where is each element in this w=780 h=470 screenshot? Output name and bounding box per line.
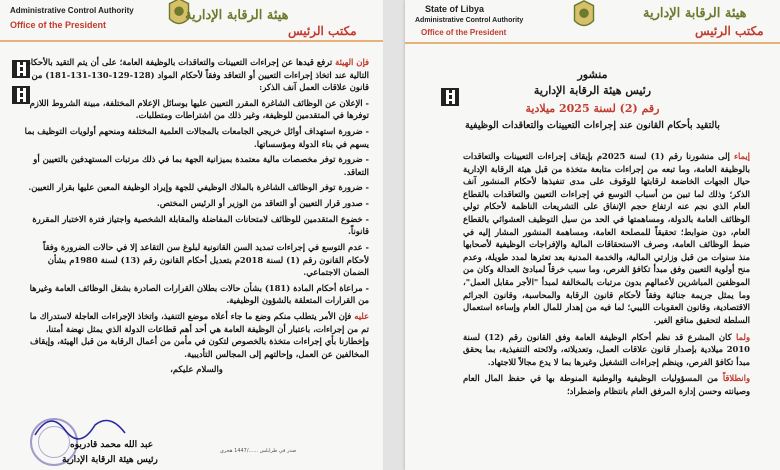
- list-item: - الإعلان عن الوظائف الشاغرة المقرر التعيين عليها بوسائل الإعلام المختلفة، مبينة الشروط اللازم توفرها في المتقدمين للوظيفة، وغير ذلك من اشتراطات ومتطلبات.: [29, 97, 369, 121]
- org-name-en: Administrative Control Authority: [10, 6, 134, 15]
- paragraph: إيماء إلى منشورنا رقم (1) لسنة 2025م بإيقاف إجراءات التعيينات والتعاقدات بالوظيفة العامة، وما تبعه من إجراءات متابعة متخذة من قبل هيئة الرقابة الإدارية حيال الجهات الخاضعة لرقابتها للوقوف على مدى تنفيذها لأحكام المنشور آنف الذكر؛ وذلك لما تبين من أسباب التوسع في إجراءات التعيين والتعاقدات بالقطاع العام الذي نجم عنه ارتفاع حجم الإنفاق على التشريعات الناظمة لأحكام تولي الوظائف العامة بالدولة، ومساهمتها في الحد من سيل التوظيف العشوائي بالقطاع العام، دون ضوابط؛ تحقيقاً للمصلحة العامة، ومساهمة المنشور المشار إليه في ضبط الوظائف العامة، وصرف الاستحقاقات المالية والإفراجات الوظيفية لأصحابها منذ سنوات من قبل وزارتي المالية، والخدمة المدنية بعد تعثرها لمدد طويلة، وعدم منح أولوية التعيين وفق مبدأ تكافؤ الفرص، وما سبب خرقاً لمبادئ العدالة وكان من الموظفين المباشرين لأعمالهم بدون مرتبات بالمخالفة لمبدأ "الأجر مقابل العمل"، وما يمثل جريمة جنائية وفقاً لأحكام قانون الرقابة والمحاسبة، وقانون الجرائم الاقتصادية، وقانون العقوبات الليبي؛ لما فيه من إهدار للمال العام وإساءة استعمال السلطة لتحقيق منافع الغير.: [463, 151, 750, 325]
- paragraph: فإن الهيئة ترفع قيدها عن إجراءات التعيينات والتعاقدات بالوظيفة العامة؛ على أن يتم التقيد بالأحكام التالية عند اتخاذ إجراءات التعيين أو التعاقد وفقاً لأحكام المواد (128-129-130-131-181) من قانون علاقات العمل آنف الذكر:: [25, 57, 369, 93]
- office-name-ar: مكتب الرئيس: [288, 24, 357, 38]
- circular-subject: بالتقيد بأحكام القانون عند إجراءات التعيينات والتعاقدات الوظيفية: [465, 120, 720, 131]
- document-type: منشور: [577, 68, 608, 81]
- office-name-en: Office of the President: [421, 28, 507, 37]
- office-name-en: Office of the President: [10, 20, 107, 30]
- list-item: - ضرورة توفر مخصصات مالية معتمدة بميزانية الجهة بما في ذلك مرتبات المستهدفين بالتعيين أو التعاقد.: [33, 154, 369, 177]
- org-name-en: Administrative Control Authority: [415, 17, 524, 24]
- right-letterhead: [405, 0, 780, 40]
- right-document-page: [405, 0, 780, 470]
- signatory-title: رئيس هيئة الرقابة الإدارية: [62, 455, 158, 465]
- signature-scribble-icon: [30, 405, 140, 445]
- left-document-page: [0, 0, 383, 470]
- right-body: [463, 150, 750, 402]
- closing-salutation: والسلام عليكم،: [170, 364, 223, 375]
- office-name-ar: مكتب الرئيس: [695, 24, 764, 38]
- paragraph: ولما كان المشرع قد نظم أحكام الوظيفة العامة وفق القانون رقم (12) لسنة 2010 ميلادية بإصدار قانون علاقات العمل، وتعديلاته، ولائحته التنفيذية، بما يحقق مبدأ تكافؤ الفرص، وينظم إجراءات التشغيل وغيرها بما لا يدع مجالاً للاجتهاد.: [463, 331, 750, 367]
- list-item: - مراعاة أحكام المادة (181) بشأن حالات بطلان القرارات الصادرة بشغل الوظائف العامة وغيرها من القرارات المتعلقة بالشؤون الوظيفية.: [29, 282, 369, 306]
- list-item: - عدم التوسع في إجراءات تمديد السن القانونية لبلوغ سن التقاعد إلا في حالات الضرورة وفقاً لأحكام القانون رقم (1) لسنة 2018م بتعديل أحكام القانون رقم (13) لسنة 1980م بشأن الضمان الاجتماعي.: [43, 241, 369, 278]
- paragraph: وانطلاقاً من المسؤوليات الوظيفية والوطنية المنوطة بها في حفظ المال العام وصيانته وحسن إدارة المرفق العام بانتظام واضطراد؛: [463, 373, 750, 396]
- org-name-ar: هيئة الرقابة الإدارية: [185, 8, 289, 23]
- org-name-ar: هيئة الرقابة الإدارية: [643, 6, 747, 21]
- list-item: - خضوع المتقدمين للوظائف لامتحانات المفاضلة والمقابلة الشخصية واجتياز فترة الاختبار المقررة قانوناً.: [32, 213, 369, 237]
- emblem-icon: [565, 0, 603, 36]
- left-letterhead: [0, 0, 383, 40]
- header-divider: [405, 42, 780, 44]
- list-item: - صدور قرار التعيين أو التعاقد من الوزير أو الرئيس المختص.: [156, 198, 369, 209]
- issuer-title: رئيس هيئة الرقابة الإدارية: [533, 84, 652, 97]
- state-name-en: State of Libya: [425, 4, 485, 14]
- list-item: - ضرورة توفر الوظائف الشاغرة بالملاك الوظيفي للجهة وإيراد الوظيفة المعين عليها بقرار التعيين.: [28, 182, 369, 193]
- issue-date-note: صدر في طرابلس ....../1447 هجري: [220, 448, 297, 454]
- circular-number: رقم (2) لسنة 2025 ميلادية: [525, 102, 660, 115]
- list-item: - ضرورة استهداف أوائل خريجي الجامعات بالمجالات العلمية المختلفة ومنحهم أولويات التوظيف بما يسهم في بناء الدولة ومؤسساتها.: [24, 126, 369, 149]
- paragraph: عليه فإن الأمر يتطلب منكم وضع ما جاء أعلاه موضع التنفيذ، واتخاذ الإجراءات العاجلة لاستدراك ما تم من إجراءات، باعتبار أن الوظيفة العامة هي أحد أهم قطاعات الدولة الذي يمثل نهضة أمتنا، وإخطارنا بأي إجراءات متخذة بالخصوص لتكون في مأمن من أعمال الرقابة من قبل الهيئة، وإيقاف المخالفين عن العمل، وإحالتهم إلى المجالس التأديبية.: [29, 310, 369, 359]
- page-gutter: [383, 0, 405, 470]
- signatory-name: عبد الله محمد قادربوه: [70, 440, 154, 450]
- header-divider: [0, 40, 383, 42]
- left-body: [24, 56, 369, 379]
